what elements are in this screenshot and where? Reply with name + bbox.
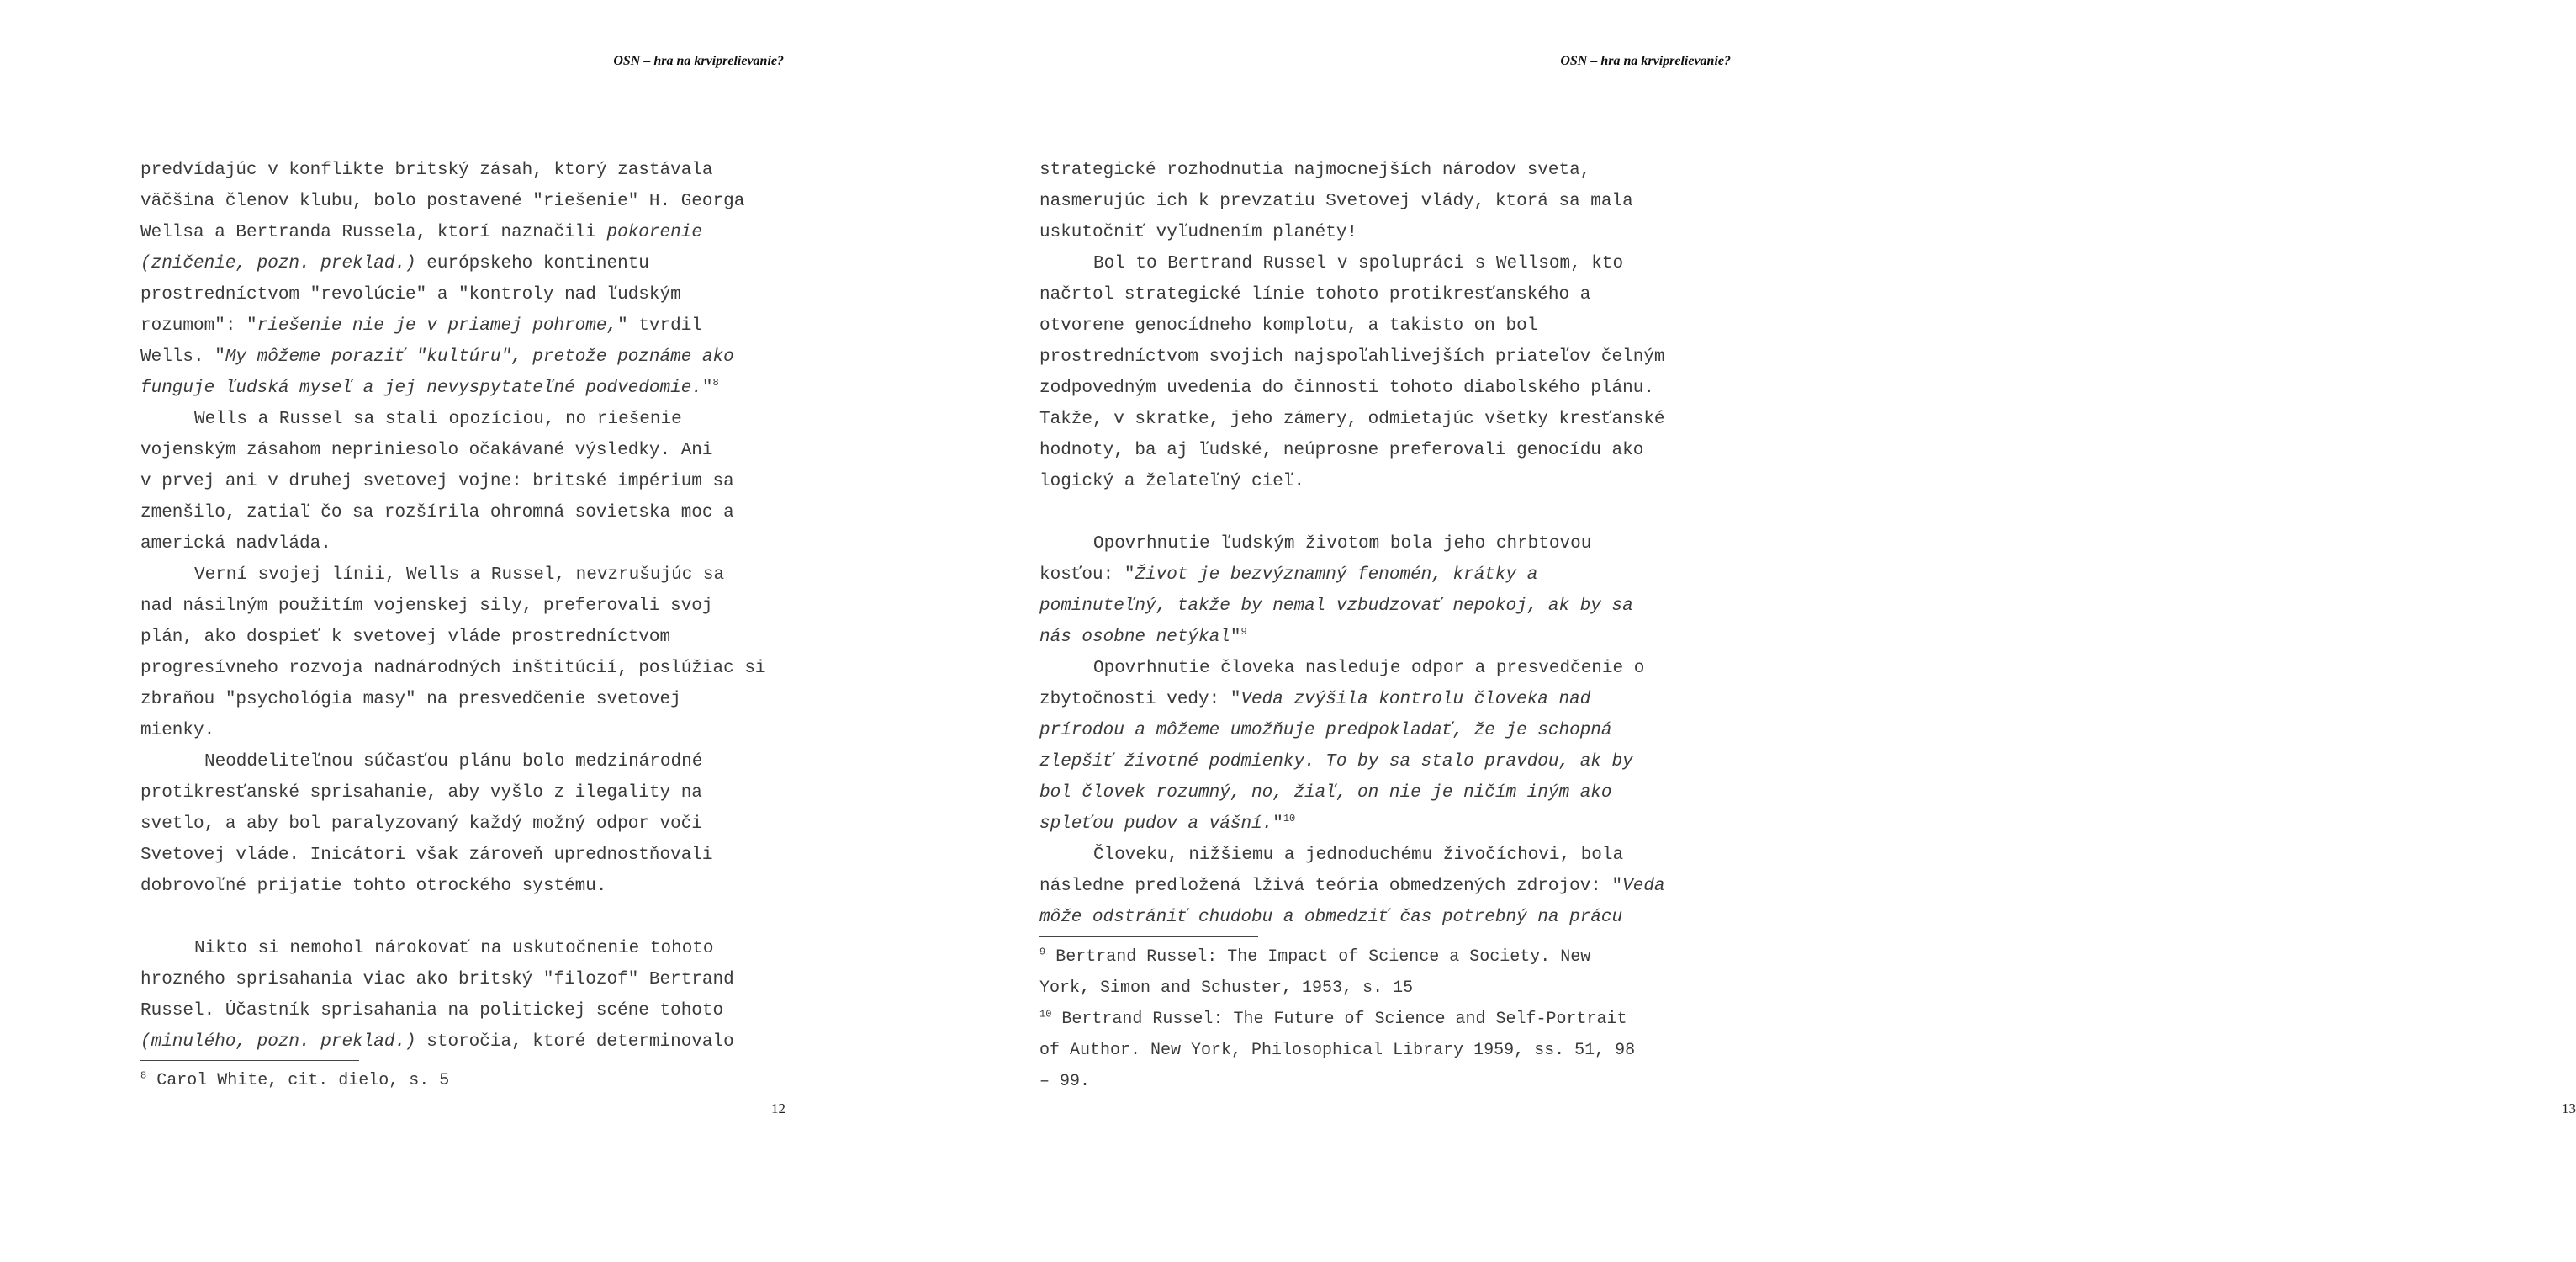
text-line: prostredníctvom "revolúcie" a "kontroly nad ľudským: [140, 285, 681, 305]
footnote-continuation: of Author. New York, Philosophical Library 1959, ss. 51, 98: [1039, 1041, 1636, 1060]
footnotes: [140, 1065, 449, 1096]
text-line: Človeku, nižšiemu a jednoduchému živočíchovi, bola: [1093, 846, 1624, 865]
left-page: [0, 0, 891, 1262]
running-head: OSN – hra na krviprelievanie?: [1560, 54, 1731, 68]
text-line: strategické rozhodnutia najmocnejších národov sveta,: [1039, 161, 1591, 180]
text-line: Bol to Bertrand Russel v spolupráci s Wellsom, kto: [1093, 254, 1624, 273]
italic-text: bol človek rozumný, no, žiaľ, on nie je ničím iným ako: [1039, 783, 1612, 803]
footnote-divider: [1039, 936, 1258, 937]
text-line: (minulého, pozn. preklad.) storočia, ktoré determinovalo: [140, 1032, 734, 1052]
footnote-ref[interactable]: 8: [712, 377, 719, 389]
italic-text: spleťou pudov a vášní.: [1039, 814, 1273, 834]
footnote: $^{10}$ Bertrand Russel: The Future of Science and Self-Portrait: [1039, 1008, 1627, 1029]
text-line: v prvej ani v druhej svetovej vojne: britské impérium sa: [140, 472, 734, 491]
text-line: americká nadvláda.: [140, 534, 331, 554]
italic-text: zlepšiť životné podmienky. To by sa stalo pravdou, ak by: [1039, 752, 1633, 772]
italic-text: My môžeme poraziť "kultúru", pretože poznáme ako: [225, 347, 734, 367]
italic-text: (zničenie, pozn. preklad.): [140, 254, 416, 273]
footnote: $^8$ Carol White, cit. dielo, s. 5: [140, 1069, 450, 1090]
text-line: protikresťanské sprisahanie, aby vyšlo z ilegality na: [140, 783, 702, 803]
footnote-continuation: – 99.: [1039, 1072, 1091, 1091]
text-line: zmenšilo, zatiaľ čo sa rozšírila ohromná sovietska moc a: [140, 503, 734, 522]
text-line: hrozného sprisahania viac ako britský "filozof" Bertrand: [140, 970, 734, 989]
text-line: Wells. "My môžeme poraziť "kultúru", pretože poznáme ako: [140, 347, 734, 367]
text-line: Wellsa a Bertranda Russela, ktorí naznačili pokorenie: [140, 223, 702, 242]
text-line: nasmerujúc ich k prevzatiu Svetovej vlády, ktorá sa mala: [1039, 192, 1633, 211]
text-line: [1039, 591, 1665, 622]
text-line: svetlo, a aby bol paralyzovaný každý možný odpor voči: [140, 814, 702, 834]
text-line: otvorene genocídneho komplotu, a takisto on bol: [1039, 316, 1538, 336]
text-line: predvídajúc v konflikte britský zásah, ktorý zastávala: [140, 161, 713, 180]
text-line: načrtol strategické línie tohoto protikresťanského a: [1039, 285, 1591, 305]
running-head: OSN – hra na krviprelievanie?: [613, 54, 784, 68]
footnotes: [1039, 941, 1635, 1097]
text-line: hodnoty, ba aj ľudské, neúprosne preferovali genocídu ako: [1039, 441, 1644, 460]
text-line: nás osobne netýkal"$^9$: [1039, 626, 1247, 647]
text-line: zodpovedným uvedenia do činnosti tohoto diabolského plánu.: [1039, 379, 1654, 398]
text-line: Verní svojej línii, Wells a Russel, nevzrušujúc sa: [194, 565, 725, 585]
right-page: [891, 0, 2576, 1262]
text-line: Neoddeliteľnou súčasťou plánu bolo medzinárodné: [204, 752, 703, 772]
footnote-ref[interactable]: 9: [1240, 626, 1247, 638]
text-line: uskutočniť vyľudnením planéty!: [1039, 223, 1358, 242]
text-line: [1039, 746, 1665, 777]
text-line: vojenským zásahom nepriniesolo očakávané výsledky. Ani: [140, 441, 713, 460]
page-number: 13: [2562, 1100, 2576, 1116]
text-line: Takže, v skratke, jeho zámery, odmietajúc všetky kresťanské: [1039, 410, 1665, 429]
text-line: väčšina členov klubu, bolo postavené "riešenie" H. Georga: [140, 192, 745, 211]
italic-text: Život je bezvýznamný fenomén, krátky a: [1135, 565, 1538, 585]
text-line: rozumom": "riešenie nie je v priamej pohrome," tvrdil: [140, 316, 702, 336]
text-line: logický a želateľný cieľ.: [1039, 472, 1305, 491]
italic-text: môže odstrániť chudobu a obmedziť čas potrebný na prácu: [1039, 908, 1623, 927]
text-line: [1039, 715, 1665, 746]
text-line: nad násilným použitím vojenskej sily, preferovali svoj: [140, 597, 713, 616]
text-line: mienky.: [140, 721, 215, 740]
text-line: [1039, 902, 1665, 933]
footnote-number: 10: [1039, 1008, 1052, 1021]
text-line: dobrovoľné prijatie tohto otrockého systému.: [140, 877, 607, 896]
italic-text: Veda zvýšila kontrolu človeka nad: [1240, 690, 1591, 709]
footnote-number: 8: [140, 1069, 147, 1082]
italic-text: pokorenie: [606, 223, 702, 242]
text-line: Opovrhnutie človeka nasleduje odpor a presvedčenie o: [1093, 659, 1645, 678]
text-line: [1039, 777, 1665, 809]
text-line: zbytočnosti vedy: "Veda zvýšila kontrolu človeka nad: [1039, 690, 1591, 709]
footnote-continuation: York, Simon and Schuster, 1953, s. 15: [1039, 978, 1414, 998]
text-line: (zničenie, pozn. preklad.) európskeho kontinentu: [140, 254, 649, 273]
page-number: 12: [771, 1100, 785, 1116]
italic-text: funguje ľudská myseľ a jej nevyspytateľné podvedomie.: [140, 379, 702, 398]
footnote-ref[interactable]: 10: [1283, 813, 1296, 825]
text-line: Nikto si nemohol nárokovať na uskutočnenie tohoto: [194, 939, 714, 958]
paragraph-gap: [140, 902, 766, 933]
text-line: následne predložená lživá teória obmedzených zdrojov: "Veda: [1039, 877, 1665, 896]
footnote-number: 9: [1039, 946, 1046, 958]
italic-text: nás osobne netýkal: [1039, 628, 1230, 647]
italic-text: pominuteľný, takže by nemal vzbudzovať nepokoj, ak by sa: [1039, 597, 1633, 616]
text-line: prostredníctvom svojich najspoľahlivejších priateľov čelným: [1039, 347, 1665, 367]
text-line: Russel. Účastník sprisahania na politickej scéne tohoto: [140, 1001, 724, 1021]
body-text: [140, 155, 766, 1058]
italic-text: prírodou a môžeme umožňuje predpokladať, že je schopná: [1039, 721, 1612, 740]
text-line: progresívneho rozvoja nadnárodných inštitúcií, poslúžiac si: [140, 659, 766, 678]
italic-text: riešenie nie je v priamej pohrome,: [257, 316, 618, 336]
italic-text: Veda: [1622, 877, 1665, 896]
body-text: [1039, 155, 1665, 933]
text-line: Opovrhnutie ľudským životom bola jeho chrbtovou: [1093, 534, 1592, 554]
text-line: Svetovej vláde. Inicátori však zároveň uprednostňovali: [140, 846, 713, 865]
paragraph-gap: [1039, 497, 1665, 528]
footnote: $^9$ Bertrand Russel: The Impact of Science a Society. New: [1039, 946, 1591, 967]
text-line: spleťou pudov a vášní."$^{10}$: [1039, 813, 1296, 834]
footnote-divider: [140, 1060, 359, 1061]
text-line: zbraňou "psychológia masy" na presvedčenie svetovej: [140, 690, 681, 709]
text-line: Wells a Russel sa stali opozíciou, no riešenie: [194, 410, 682, 429]
italic-text: (minulého, pozn. preklad.): [140, 1032, 416, 1052]
text-line: plán, ako dospieť k svetovej vláde prostredníctvom: [140, 628, 671, 647]
text-line: funguje ľudská myseľ a jej nevyspytateľné podvedomie."$^8$: [140, 377, 719, 398]
text-line: kosťou: "Život je bezvýznamný fenomén, krátky a: [1039, 565, 1538, 585]
